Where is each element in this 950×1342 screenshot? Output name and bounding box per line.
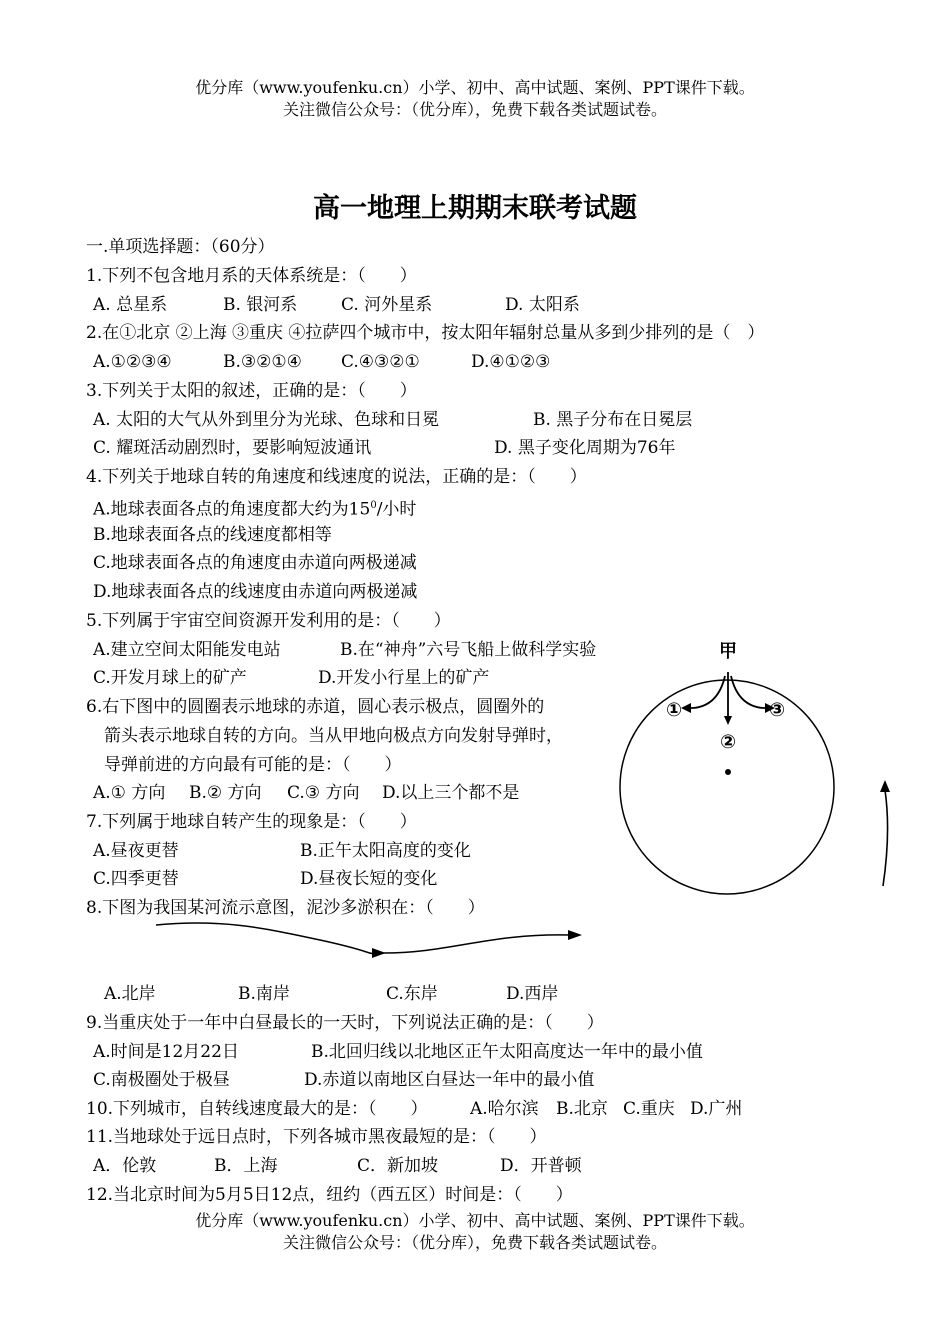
q4-option-a [93,495,416,521]
river-arrow-1 [372,948,386,958]
q4-option-c: C.地球表面各点的角速度由赤道向两极递减 [93,553,417,573]
earth-rotation-diagram [615,632,895,922]
q10-option-c: C.重庆 [623,1099,675,1119]
q11-option-b: B．上海 [214,1156,278,1176]
q3-option-d: D. 黑子变化周期为76年 [494,438,676,458]
q1-option-a: A. 总星系 [93,295,168,315]
q4-option-a-unit: /小时 [376,499,417,520]
q4-option-a-text: A.地球表面各点的角速度都大约为15 [93,499,371,520]
q1-option-b: B. 银河系 [223,295,298,315]
footer-line-1: 优分库（www.youfenku.cn）小学、初中、高中试题、案例、PPT课件下载。 [195,1211,755,1230]
q5-option-b: B.在“神舟”六号飞船上做科学实验 [340,640,597,660]
q7-option-c: C.四季更替 [93,869,179,889]
rotation-arrow-head [880,780,890,792]
q11-stem: 11.当地球处于远日点时，下列各城市黑夜最短的是：（ ） [86,1127,547,1147]
q1-stem: 1.下列不包含地月系的天体系统是：（ ） [86,266,417,286]
q8-stem: 8.下图为我国某河流示意图，泥沙多淤积在：（ ） [86,898,485,918]
river-line-2 [384,935,570,953]
label-circle-2: ② [719,731,737,753]
q11-option-d: D．开普顿 [500,1156,582,1176]
q8-option-d: D.西岸 [506,984,559,1004]
q7-option-d: D.昼夜长短的变化 [300,869,438,889]
q5-stem: 5.下列属于宇宙空间资源开发利用的是：（ ） [86,611,451,631]
q8-option-c: C.东岸 [386,984,438,1004]
q4-option-b: B.地球表面各点的线速度都相等 [93,525,332,545]
q2-stem: 2.在①北京 ②上海 ③重庆 ④拉萨四个城市中，按太阳年辐射总量从多到少排列的是（ ） [86,323,765,343]
q6-option-b: B.② 方向 [189,783,262,803]
q2-option-d: D.④①②③ [471,352,551,372]
q6-stem-line-2: 箭头表示地球自转的方向。当从甲地向极点方向发射导弹时， [104,726,563,746]
q1-option-c: C. 河外星系 [341,295,433,315]
header-line-2: 关注微信公众号：（优分库），免费下载各类试题试卷。 [282,100,667,119]
q6-option-d: D.以上三个都不是 [382,783,520,803]
q3-option-b: B. 黑子分布在日冕层 [533,410,693,430]
river-arrow-2 [568,930,582,940]
q10-option-a: A.哈尔滨 [470,1099,539,1119]
q5-option-a: A.建立空间太阳能发电站 [93,640,281,660]
q5-option-d: D.开发小行星上的矿产 [318,668,490,688]
q9-stem: 9.当重庆处于一年中白昼最长的一天时，下列说法正确的是：（ ） [86,1013,604,1033]
label-jia: 甲 [719,641,737,662]
q7-option-b: B.正午太阳高度的变化 [300,841,471,861]
footer-line-2: 关注微信公众号：（优分库），免费下载各类试题试卷。 [282,1233,667,1252]
pole-dot [725,769,731,775]
q9-option-b: B.北回归线以北地区正午太阳高度达一年中的最小值 [311,1042,703,1062]
q5-option-c: C.开发月球上的矿产 [93,668,247,688]
q9-option-a: A.时间是12月22日 [93,1042,239,1062]
q3-option-c: C. 耀斑活动剧烈时，要影响短波通讯 [93,438,372,458]
q7-option-a: A.昼夜更替 [93,841,179,861]
q2-option-c: C.④③②① [341,352,420,372]
q8-option-a: A.北岸 [104,984,156,1004]
q3-option-a: A. 太阳的大气从外到里分为光球、色球和日冕 [93,410,440,430]
q12-stem: 12.当北京时间为5月5日12点，纽约（西五区）时间是：（ ） [86,1185,573,1205]
q4-option-a-degree: 0 [370,500,377,511]
q9-option-c: C.南极圈处于极昼 [93,1070,230,1090]
equator-circle [620,680,834,894]
arrow-1-head [681,703,691,713]
arrow-2-head [724,716,732,725]
q7-stem: 7.下列属于地球自转产生的现象是：（ ） [86,812,417,832]
q6-option-c: C.③ 方向 [287,783,360,803]
rotation-arrow-line [883,790,888,886]
q11-option-c: C．新加坡 [357,1156,439,1176]
q10-option-b: B.北京 [556,1099,608,1119]
label-circle-3: ③ [768,699,786,721]
header-line-1: 优分库（www.youfenku.cn）小学、初中、高中试题、案例、PPT课件下载。 [195,78,755,97]
page-title: 高一地理上期期末联考试题 [313,193,637,224]
q4-stem: 4.下列关于地球自转的角速度和线速度的说法，正确的是：（ ） [86,467,587,487]
q3-stem: 3.下列关于太阳的叙述，正确的是：（ ） [86,381,417,401]
q8-option-b: B.南岸 [238,984,290,1004]
q4-option-d: D.地球表面各点的线速度由赤道向两极递减 [93,582,418,602]
section-heading: 一.单项选择题：（60分） [86,237,275,257]
q2-option-b: B.③②①④ [223,352,302,372]
q6-stem-line-3: 导弹前进的方向最有可能的是：（ ） [104,755,402,775]
q10-option-d: D.广州 [690,1099,743,1119]
q10-stem: 10.下列城市，自转线速度最大的是：（ ） [86,1099,428,1119]
label-circle-1: ① [665,699,683,721]
q11-option-a: A．伦敦 [93,1156,157,1176]
q2-option-a: A.①②③④ [93,352,172,372]
river-diagram [150,915,590,970]
q6-stem-line-1: 6.右下图中的圆圈表示地球的赤道，圆心表示极点，圆圈外的 [86,697,545,717]
river-line-1 [156,923,380,954]
q9-option-d: D.赤道以南地区白昼达一年中的最小值 [304,1070,595,1090]
q1-option-d: D. 太阳系 [505,295,580,315]
q6-option-a: A.① 方向 [93,783,166,803]
